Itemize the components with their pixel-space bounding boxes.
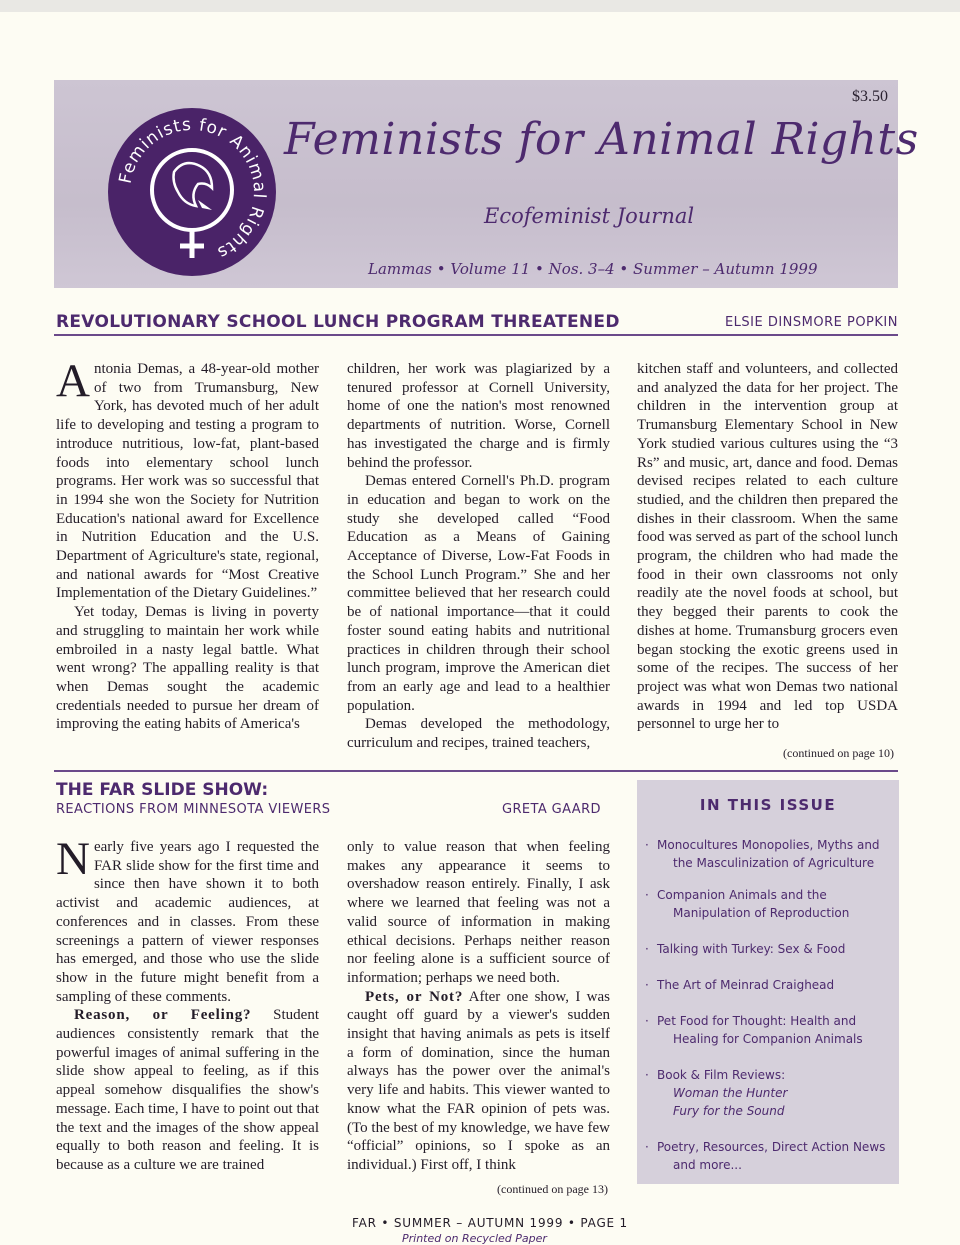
toc-item xyxy=(645,1012,893,1048)
toc-item xyxy=(645,836,893,872)
toc-item-line: Monocultures Monopolies, Myths and xyxy=(657,838,880,852)
article2-byline: GRETA GAARD xyxy=(502,802,601,817)
article2-col2-p1: only to value reason that when feeling makes any appearance it seems to overshadow reason entirely. Finally, I ask where we learned that feeling was not a valid source of information in making ethical decisions. Perhaps neither reason nor feeling alone is a sufficient source of information; perhaps we need both. xyxy=(347,839,610,986)
page-footer: FAR • SUMMER – AUTUMN 1999 • PAGE 1 xyxy=(351,1216,628,1230)
bullet-icon: · xyxy=(645,888,649,902)
article2-subhead: REACTIONS FROM MINNESOTA VIEWERS xyxy=(56,802,331,817)
bullet-icon: · xyxy=(645,978,649,992)
toc-item-line: Book & Film Reviews: xyxy=(657,1068,786,1082)
masthead xyxy=(54,80,919,288)
section-divider xyxy=(54,770,898,772)
toc-item-line: Manipulation of Reproduction xyxy=(673,906,850,920)
toc-item-line: Companion Animals and the xyxy=(657,888,827,902)
toc-item-line: Fury for the Sound xyxy=(673,1104,785,1118)
article1-byline: ELSIE DINSMORE POPKIN xyxy=(724,315,898,330)
article2-continued: (continued on page 13) xyxy=(497,1182,608,1196)
article2-column-1 xyxy=(56,833,319,1175)
bullet-icon: · xyxy=(645,942,649,956)
top-scan-edge xyxy=(0,0,960,12)
toc-item-line: Talking with Turkey: Sex & Food xyxy=(657,942,846,956)
toc-item xyxy=(645,976,893,994)
bullet-icon: · xyxy=(645,838,649,852)
issue-line: Lammas • Volume 11 • Nos. 3–4 • Summer – Autumn 1999 xyxy=(368,260,818,278)
article1-col2-p2: Demas entered Cornell's Ph.D. program in education and began to work on the study she developed called “Food Education as a Means of Gaining Acceptance of Diverse, Low-Fat Foods in the School Lunch Program.” She and her committee believed that her research could be of national importance—that it could foster sound eating habits and nutritional practices in children through their school lunch program, improve the American diet from an early age and lead to a healthier population. xyxy=(347,473,610,714)
toc-item-line: Healing for Companion Animals xyxy=(673,1032,863,1046)
article1-column-1 xyxy=(56,355,319,734)
article1-continued: (continued on page 10) xyxy=(783,746,894,760)
article1-dropcap: A xyxy=(56,355,90,407)
article1-col2-p1: children, her work was plagiarized by a tenured professor at Cornell University, home of one the nation's most renowned departments of nutrition. Worse, Cornell has investigated the charge and is firmly behind the professor. xyxy=(347,361,610,471)
article1-col1-p2: Yet today, Demas is living in poverty and struggling to maintain her work while embroiled in a nasty legal battle. What went wrong? The appalling reality is that when Demas sought the academic credentials needed to pursue her dream of improving the eating habits of America's xyxy=(56,604,319,733)
article1-column-3 xyxy=(637,360,898,734)
article2-col2-p2: After one show, I was caught off guard by a viewer's sudden insight that having animals as pets is itself a form of domination, since the human always has the power over the animal's very life and habits. This viewer wanted to know what the FAR opinion of pets was. (To the best of my knowledge, we have few “official” opinions, so I spoke as an individual.) First off, I think xyxy=(347,988,610,1173)
article1-col3-p1: kitchen staff and volunteers, and collected and analyzed the data for her project. The children in the intervention group at Trumansburg Elementary School in New York studied various cultures using the “3 Rs” and music, art, dance and food. Demas devised recipes related to each culture studied, and the children then prepared the dishes in their classroom. When the same food was served as part of the school lunch program, the children who had made the food in their own classrooms not only readily ate the novel foods at school, but they begged their parents to cook the dishes at home. Trumansburg grocers even began stocking the exotic greens used in some of the recipes. The success of her project was what won Demas two national awards in 1994 and led top USDA personnel to urge her to xyxy=(637,361,898,733)
journal-subtitle: Ecofeminist Journal xyxy=(484,204,695,228)
price: $3.50 xyxy=(852,88,888,105)
bullet-icon: · xyxy=(645,1014,649,1028)
article1-column-2 xyxy=(347,360,610,753)
journal-title: Feminists for Animal Rights xyxy=(284,114,919,165)
in-this-issue-title: IN THIS ISSUE xyxy=(699,796,837,814)
article2-col1-p1: early five years ago I requested the FAR slide show for the first time and since then have shown it to both activist and academic audiences, at conferences and in classes. From these screenings a pattern of viewer responses has emerged, and those who use the slide show in the future might benefit from a sampling of these comments. xyxy=(56,839,319,1005)
article1-rule xyxy=(54,334,898,336)
article2-col1-p2: Student audiences consistently remark that the powerful images of animal suffering in the slide show appeal to feeling, as if this appeal somehow disqualifies the show's message. Each time, I have to point out that the text and the images of the show appeal equally to both reason and feeling. It is because as a culture we are trained xyxy=(56,1007,319,1173)
article2-col1-p2-lead: Reason, or Feeling? xyxy=(74,1007,252,1024)
toc-item-line: the Masculinization of Agriculture xyxy=(673,856,875,870)
toc-item-line: Pet Food for Thought: Health and xyxy=(657,1014,857,1028)
article1-col2-p3: Demas developed the methodology, curriculum and recipes, trained teachers, xyxy=(347,716,610,752)
toc-item-line: Woman the Hunter xyxy=(673,1086,788,1100)
recycled-paper-note: Printed on Recycled Paper xyxy=(402,1232,547,1245)
toc-item xyxy=(645,940,893,958)
article2-dropcap: N xyxy=(56,833,90,885)
toc-item-line: The Art of Meinrad Craighead xyxy=(657,978,835,992)
article1-col1-p1: ntonia Demas, a 48-year-old mother of two from Trumansburg, New York, has devoted much of her adult life to developing and testing a program to introduce nutritious, low-fat, plant-based foods into elementary school lunch programs. Her work was so successful that in 1994 she won the Society for Nutrition Education's national award for Excellence in Nutrition Education and the U.S. Department of Agriculture's state, regional, and national awards for “Most Creative Implementation of the Dietary Guidelines.” xyxy=(56,361,319,602)
article2-col2-p2-lead: Pets, or Not? xyxy=(365,988,464,1005)
toc-item-line: and more... xyxy=(673,1158,742,1172)
far-logo-icon xyxy=(102,102,282,282)
article2-column-2 xyxy=(347,838,610,1175)
toc-item xyxy=(645,1066,893,1120)
in-this-issue-box xyxy=(637,780,899,1184)
toc-item xyxy=(645,886,893,922)
toc-item xyxy=(645,1138,893,1174)
logo-ring-text: Feminists for Animal Rights xyxy=(115,114,270,263)
bullet-icon: · xyxy=(645,1068,649,1082)
bullet-icon: · xyxy=(645,1140,649,1154)
article2-headline: THE FAR SLIDE SHOW: xyxy=(56,780,269,800)
toc-item-line: Poetry, Resources, Direct Action News xyxy=(657,1140,886,1154)
article1-headline: REVOLUTIONARY SCHOOL LUNCH PROGRAM THREATENED xyxy=(56,312,620,332)
